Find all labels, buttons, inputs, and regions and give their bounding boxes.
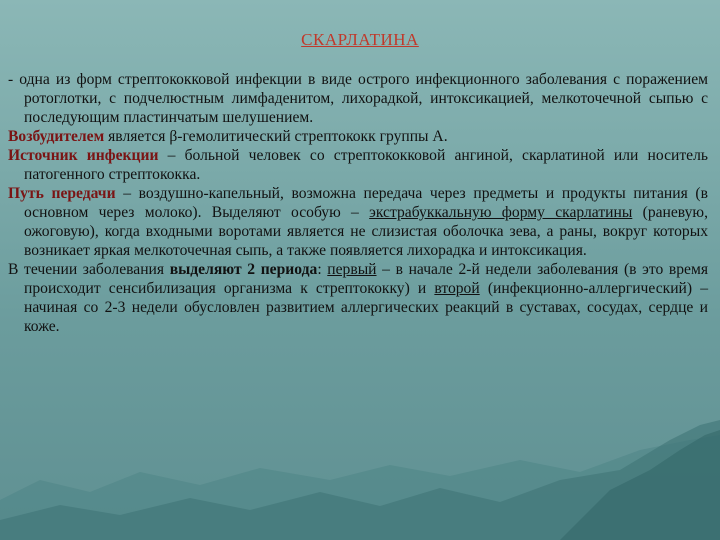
pathogen-term: Возбудителем <box>8 128 105 145</box>
course-text-1: В течении заболевания <box>8 261 170 278</box>
course-text-2: : <box>317 261 328 278</box>
pathogen-paragraph <box>8 127 708 146</box>
course-paragraph <box>8 260 708 336</box>
transmission-paragraph <box>8 184 708 260</box>
extrabuccal-form-link[interactable]: экстрабуккальную форму скарлатины <box>369 204 633 221</box>
definition-paragraph: - одна из форм стрептококковой инфекции в виде острого инфекционного заболевания с поражением ротоглотки, с подчелюстным лимфаденитом, лихорадкой, интоксикацией, мелкоточечной сыпью с последующим пластинчатым шелушением. <box>8 71 708 126</box>
source-text: – больной человек со стрептококковой ангиной, скарлатиной или носитель патогенного стрептококка. <box>24 147 708 183</box>
transmission-text-1: – воздушно-капельный, возможна передача через предметы и продукты питания (в основном через молоко). Выделяют особую – <box>24 185 708 221</box>
mountain-landscape-decoration <box>0 380 720 540</box>
course-periods: выделяют 2 периода <box>169 261 318 278</box>
pathogen-text: является β-гемолитический стрептококк группы А. <box>104 128 448 145</box>
transmission-term: Путь передачи <box>8 185 116 202</box>
course-text-3: – в начале 2-й недели заболевания (в это время происходит сенсибилизация организма к стрептококку) и <box>24 261 708 297</box>
second-period-link[interactable]: второй <box>434 280 480 297</box>
course-text-4: (инфекционно-аллергический) – начиная со 2-3 недели обусловлен развитием аллергических реакций в суставах, сосудах, сердце и коже. <box>24 280 708 335</box>
slide-title: СКАРЛАТИНА <box>301 30 419 49</box>
source-paragraph <box>8 146 708 184</box>
source-term: Источник инфекции <box>8 147 159 164</box>
first-period-link[interactable]: первый <box>327 261 377 278</box>
transmission-text-2: (раневую, ожоговую), когда входными воротами является не слизистая оболочка зева, а раны, вокруг которых возникает яркая мелкоточечная сыпь, а также появляется лихорадка и интоксикация. <box>24 204 708 259</box>
slide-body <box>8 70 708 336</box>
